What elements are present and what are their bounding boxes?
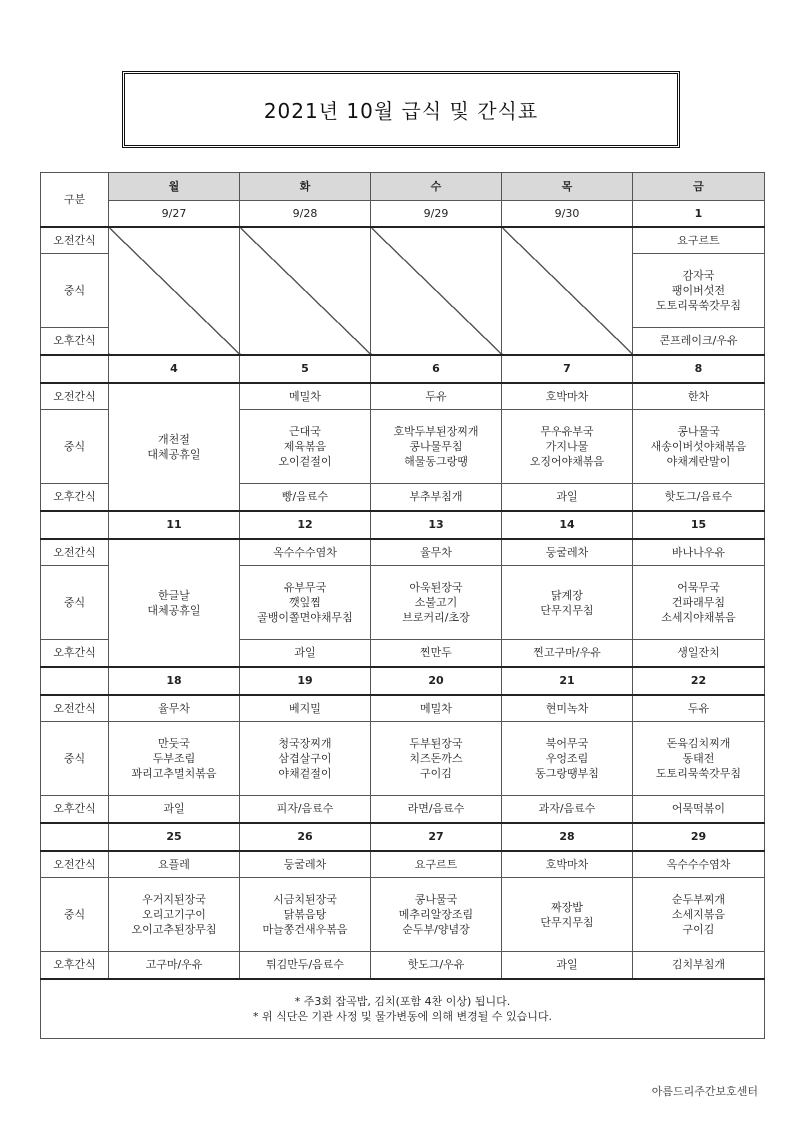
pm-snack-label: 오후간식 — [41, 328, 109, 355]
empty-cell — [502, 227, 633, 355]
notes-cell — [41, 979, 765, 1039]
lunch-label: 중식 — [41, 878, 109, 952]
holiday-cell — [109, 383, 240, 511]
lunch-cell — [109, 878, 240, 952]
am-snack-cell: 베지밀 — [240, 695, 371, 722]
date-cell: 22 — [633, 667, 765, 695]
week5-date-row — [41, 823, 765, 851]
pm-snack-cell: 과일 — [240, 640, 371, 667]
dish: 단무지무침 — [540, 603, 594, 617]
empty-cell — [371, 227, 502, 355]
date-cell: 20 — [371, 667, 502, 695]
dish: 소세지야채볶음 — [661, 611, 736, 624]
lunch-cell — [109, 722, 240, 796]
pm-snack-cell: 어묵떡볶이 — [633, 796, 765, 823]
dish: 우거지된장국 — [142, 893, 206, 906]
dish: 오이고추된장무침 — [131, 923, 217, 936]
am-snack-cell: 호박마차 — [502, 383, 633, 410]
date-cell: 5 — [240, 355, 371, 383]
lunch-cell — [633, 410, 765, 484]
dish: 팽이버섯전 — [671, 284, 726, 297]
pm-snack-cell: 콘프레이크/우유 — [633, 328, 765, 355]
day-name: 월 — [109, 173, 240, 201]
date-cell: 8 — [633, 355, 765, 383]
dish: 동태전 — [682, 752, 715, 765]
dish: 동그랑땡부침 — [535, 767, 599, 780]
page-title: 2021년 10월 급식 및 간식표 — [263, 99, 539, 123]
dish: 해물동그랑땡 — [404, 455, 468, 468]
dish: 소세지볶음 — [671, 908, 726, 921]
lunch-label: 중식 — [41, 566, 109, 640]
dish: 꽈리고추멸치볶음 — [131, 767, 217, 780]
am-snack-cell: 메밀차 — [240, 383, 371, 410]
dish: 브로커리/초장 — [402, 611, 470, 624]
date-cell: 21 — [502, 667, 633, 695]
dish: 두부된장국 — [409, 737, 463, 750]
dish: 도토리묵쑥갓무침 — [655, 767, 741, 780]
holiday-name: 한글날 — [158, 588, 190, 602]
notes-row — [41, 979, 765, 1039]
dish: 호박두부된장찌개 — [393, 425, 479, 438]
lunch-cell — [502, 566, 633, 640]
date-cell: 29 — [633, 823, 765, 851]
dish: 야채계란말이 — [666, 455, 731, 468]
am-snack-cell: 옥수수수염차 — [633, 851, 765, 878]
week3-date-row — [41, 511, 765, 539]
dish: 근대국 — [289, 425, 321, 438]
am-snack-cell: 옥수수수염차 — [240, 539, 371, 566]
pm-snack-cell: 핫도그/우유 — [371, 952, 502, 979]
holiday-cell — [109, 539, 240, 667]
pm-snack-label: 오후간식 — [41, 952, 109, 979]
lunch-cell — [240, 410, 371, 484]
dish: 깻잎찜 — [289, 596, 321, 609]
note-line: * 위 식단은 기관 사정 및 물가변동에 의해 변경될 수 있습니다. — [253, 1009, 552, 1023]
am-snack-label: 오전간식 — [41, 227, 109, 254]
dish: 짜장밥 — [551, 900, 583, 914]
dish: 만둣국 — [158, 737, 190, 750]
dish: 야채겉절이 — [278, 767, 332, 780]
date-spacer — [41, 667, 109, 695]
dish: 순두부/양념장 — [402, 923, 470, 936]
lunch-label: 중식 — [41, 410, 109, 484]
am-snack-cell: 요구르트 — [633, 227, 765, 254]
week5-lunch-row — [41, 878, 765, 952]
date-cell: 26 — [240, 823, 371, 851]
dish: 유부무국 — [283, 581, 327, 594]
week1-am-row — [41, 227, 765, 254]
lunch-label: 중식 — [41, 254, 109, 328]
pm-snack-cell: 찐고구마/우유 — [502, 640, 633, 667]
dish: 닭볶음탕 — [283, 908, 327, 921]
week4-pm-row — [41, 796, 765, 823]
pm-snack-cell: 고구마/우유 — [109, 952, 240, 979]
day-name: 수 — [371, 173, 502, 201]
date-cell: 9/30 — [502, 201, 633, 227]
week2-am-row — [41, 383, 765, 410]
date-cell: 15 — [633, 511, 765, 539]
dish: 청국장찌개 — [278, 737, 332, 750]
week4-am-row — [41, 695, 765, 722]
date-cell: 9/28 — [240, 201, 371, 227]
lunch-cell — [633, 878, 765, 952]
lunch-cell — [371, 722, 502, 796]
week2-date-row — [41, 355, 765, 383]
am-snack-cell: 현미녹차 — [502, 695, 633, 722]
pm-snack-cell: 과일 — [502, 484, 633, 511]
lunch-cell — [502, 878, 633, 952]
date-cell: 7 — [502, 355, 633, 383]
am-snack-cell: 요플레 — [109, 851, 240, 878]
dish: 마늘쫑건새우볶음 — [262, 923, 348, 936]
dish: 우엉조림 — [545, 752, 589, 765]
pm-snack-cell: 과자/음료수 — [502, 796, 633, 823]
lunch-cell — [371, 878, 502, 952]
am-snack-cell: 요구르트 — [371, 851, 502, 878]
lunch-cell — [502, 410, 633, 484]
pm-snack-cell: 빵/음료수 — [240, 484, 371, 511]
day-name: 목 — [502, 173, 633, 201]
pm-snack-cell: 찐만두 — [371, 640, 502, 667]
dish: 구이김 — [682, 923, 715, 936]
note-line: * 주3회 잡곡밥, 김치(포함 4찬 이상) 됩니다. — [294, 994, 511, 1008]
pm-snack-label: 오후간식 — [41, 796, 109, 823]
empty-cell — [109, 227, 240, 355]
date-cell: 25 — [109, 823, 240, 851]
dish: 오징어야채볶음 — [529, 455, 605, 468]
pm-snack-label: 오후간식 — [41, 640, 109, 667]
meal-table — [40, 172, 765, 1039]
day-name: 화 — [240, 173, 371, 201]
lunch-cell — [633, 722, 765, 796]
am-snack-cell: 호박마차 — [502, 851, 633, 878]
center-name: 아름드리주간보호센터 — [651, 1085, 758, 1098]
am-snack-cell: 한차 — [633, 383, 765, 410]
pm-snack-label: 오후간식 — [41, 484, 109, 511]
am-snack-cell: 율무차 — [371, 539, 502, 566]
dish: 치즈돈까스 — [409, 752, 463, 765]
am-snack-cell: 두유 — [633, 695, 765, 722]
date-spacer — [41, 823, 109, 851]
title-box — [122, 71, 680, 148]
dish: 골뱅이쫄면야채무침 — [257, 611, 353, 624]
pm-snack-cell: 피자/음료수 — [240, 796, 371, 823]
dish: 단무지무침 — [540, 915, 594, 929]
am-snack-cell: 메밀차 — [371, 695, 502, 722]
lunch-cell — [240, 722, 371, 796]
dish: 두부조림 — [152, 752, 196, 765]
am-snack-cell: 율무차 — [109, 695, 240, 722]
date-spacer — [41, 355, 109, 383]
date-cell: 11 — [109, 511, 240, 539]
dish: 도토리묵쑥갓무침 — [655, 299, 741, 312]
date-spacer — [41, 511, 109, 539]
date-cell: 18 — [109, 667, 240, 695]
dish: 무우유부국 — [540, 425, 594, 438]
dish: 오이겉절이 — [278, 455, 332, 468]
pm-snack-cell: 부추부침개 — [371, 484, 502, 511]
dish: 어묵무국 — [677, 581, 720, 594]
dish: 건파래무침 — [671, 596, 726, 609]
week3-am-row — [41, 539, 765, 566]
dish: 제육볶음 — [283, 440, 327, 453]
date-cell: 1 — [633, 201, 765, 227]
am-snack-cell: 두유 — [371, 383, 502, 410]
dish: 콩나물국 — [677, 425, 720, 438]
lunch-label: 중식 — [41, 722, 109, 796]
week5-am-row — [41, 851, 765, 878]
pm-snack-cell: 과일 — [502, 952, 633, 979]
holiday-name: 개천절 — [158, 432, 190, 446]
dish: 시금치된장국 — [273, 893, 337, 906]
dish: 메추리알장조림 — [398, 908, 474, 921]
dish: 오리고기구이 — [142, 908, 206, 921]
holiday-note: 대체공휴일 — [147, 603, 201, 617]
dish: 닭계장 — [551, 588, 583, 602]
dish: 순두부찌개 — [671, 893, 726, 906]
pm-snack-cell: 생일잔치 — [633, 640, 765, 667]
pm-snack-cell: 튀김만두/음료수 — [240, 952, 371, 979]
date-cell: 14 — [502, 511, 633, 539]
am-snack-cell: 둥굴레차 — [502, 539, 633, 566]
date-cell: 27 — [371, 823, 502, 851]
am-snack-label: 오전간식 — [41, 539, 109, 566]
dish: 북어무국 — [545, 737, 589, 750]
lunch-cell — [633, 254, 765, 328]
pm-snack-cell: 라면/음료수 — [371, 796, 502, 823]
date-cell: 28 — [502, 823, 633, 851]
week5-pm-row — [41, 952, 765, 979]
am-snack-cell: 바나나우유 — [633, 539, 765, 566]
date-cell: 9/29 — [371, 201, 502, 227]
date-cell: 19 — [240, 667, 371, 695]
dish: 소불고기 — [414, 596, 458, 609]
am-snack-label: 오전간식 — [41, 383, 109, 410]
empty-cell — [240, 227, 371, 355]
dish: 콩나물무침 — [409, 440, 463, 453]
pm-snack-cell: 핫도그/음료수 — [633, 484, 765, 511]
date-cell: 13 — [371, 511, 502, 539]
lunch-cell — [371, 566, 502, 640]
pm-snack-cell: 김치부침개 — [633, 952, 765, 979]
dish: 감자국 — [682, 269, 715, 282]
date-cell: 12 — [240, 511, 371, 539]
dish: 새송이버섯야채볶음 — [650, 440, 747, 453]
dish: 구이김 — [420, 767, 452, 780]
lunch-cell — [371, 410, 502, 484]
am-snack-cell: 둥굴레차 — [240, 851, 371, 878]
lunch-cell — [240, 566, 371, 640]
day-header-row — [41, 173, 765, 201]
lunch-cell — [633, 566, 765, 640]
date-cell: 6 — [371, 355, 502, 383]
am-snack-label: 오전간식 — [41, 851, 109, 878]
date-cell: 4 — [109, 355, 240, 383]
week4-lunch-row — [41, 722, 765, 796]
lunch-cell — [502, 722, 633, 796]
holiday-note: 대체공휴일 — [147, 447, 201, 461]
week4-date-row — [41, 667, 765, 695]
dish: 콩나물국 — [414, 893, 458, 906]
day-name: 금 — [633, 173, 765, 201]
pm-snack-cell: 과일 — [109, 796, 240, 823]
dish: 돈육김치찌개 — [666, 737, 731, 750]
week1-date-row — [41, 201, 765, 227]
date-cell: 9/27 — [109, 201, 240, 227]
dish: 아욱된장국 — [409, 581, 463, 594]
dish: 가지나물 — [545, 440, 589, 453]
category-header: 구분 — [41, 173, 109, 227]
lunch-cell — [240, 878, 371, 952]
dish: 삼겹살구이 — [278, 752, 332, 765]
am-snack-label: 오전간식 — [41, 695, 109, 722]
